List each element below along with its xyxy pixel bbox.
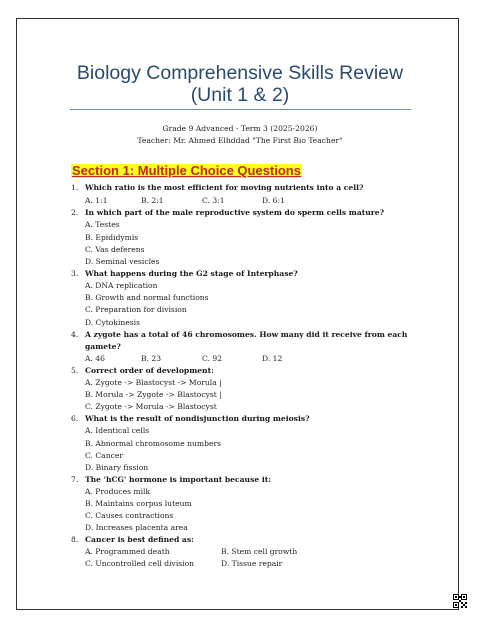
option: C. Vas deferens bbox=[85, 245, 145, 254]
teacher-line: Teacher: Mr. Ahmed Elhddad "The First Bio Teacher" bbox=[137, 136, 343, 145]
option: B. 2:1 bbox=[141, 196, 164, 205]
question-number: 1. bbox=[71, 183, 79, 192]
option: C. Zygote -> Morula -> Blastocyst bbox=[85, 402, 217, 411]
option: D. Tissue repair bbox=[221, 559, 283, 568]
option: A. 46 bbox=[85, 354, 105, 363]
option: B. Epididymis bbox=[85, 233, 139, 242]
option: C. 92 bbox=[202, 354, 223, 363]
page-border bbox=[16, 18, 459, 610]
option: D. Cytokinesis bbox=[85, 318, 141, 327]
option: B. Stem cell growth bbox=[221, 547, 298, 556]
question-number: 2. bbox=[71, 208, 79, 217]
option: C. Uncontrolled cell division bbox=[85, 559, 195, 568]
option: C. Preparation for division bbox=[85, 305, 187, 314]
question-text-continued: gamete? bbox=[85, 342, 121, 351]
option: B. Morula -> Zygote -> Blastocyst | bbox=[85, 390, 222, 399]
question-text: A zygote has a total of 46 chromosomes. How many did it receive from each bbox=[85, 330, 408, 339]
question-text: Correct order of development: bbox=[85, 366, 214, 375]
question-text: What is the result of nondisjunction during meiosis? bbox=[85, 414, 310, 423]
question-number: 5. bbox=[71, 366, 79, 375]
document-title: Biology Comprehensive Skills Review bbox=[76, 62, 404, 84]
option: A. Identical cells bbox=[85, 426, 150, 435]
question-number: 6. bbox=[71, 414, 79, 423]
title-divider bbox=[70, 109, 411, 110]
option: D. Seminal vesicles bbox=[85, 257, 160, 266]
option: C. Cancer bbox=[85, 451, 123, 460]
document-subtitle: (Unit 1 & 2) bbox=[190, 84, 290, 106]
option: B. 23 bbox=[141, 354, 162, 363]
question-number: 4. bbox=[71, 330, 79, 339]
option: A. Testes bbox=[85, 220, 120, 229]
option: A. DNA replication bbox=[85, 281, 158, 290]
grade-term-line: Grade 9 Advanced - Term 3 (2025-2026) bbox=[162, 124, 318, 133]
option: D. 12 bbox=[262, 354, 283, 363]
option: A. Zygote -> Blastocyst -> Morula | bbox=[85, 378, 222, 387]
qr-code-icon bbox=[453, 594, 467, 608]
question-text: What happens during the G2 stage of Interphase? bbox=[85, 269, 298, 278]
section-heading: Section 1: Multiple Choice Questions bbox=[72, 163, 301, 178]
option: C. 3:1 bbox=[202, 196, 225, 205]
question-text: The 'hCG' hormone is important because it: bbox=[85, 475, 272, 484]
option: B. Growth and normal functions bbox=[85, 293, 209, 302]
question-text: In which part of the male reproductive system do sperm cells mature? bbox=[85, 208, 385, 217]
question-text: Cancer is best defined as: bbox=[85, 535, 194, 544]
question-number: 8. bbox=[71, 535, 79, 544]
option: D. Increases placenta area bbox=[85, 523, 188, 532]
option: D. Binary fission bbox=[85, 463, 149, 472]
question-number: 3. bbox=[71, 269, 79, 278]
option: B. Maintains corpus luteum bbox=[85, 499, 192, 508]
option: D. 6:1 bbox=[262, 196, 285, 205]
option: A. Produces milk bbox=[85, 487, 151, 496]
question-number: 7. bbox=[71, 475, 79, 484]
option: A. 1:1 bbox=[85, 196, 108, 205]
question-text: Which ratio is the most efficient for moving nutrients into a cell? bbox=[85, 183, 364, 192]
option: A. Programmed death bbox=[85, 547, 170, 556]
option: C. Causes contractions bbox=[85, 511, 174, 520]
option: B. Abnormal chromosome numbers bbox=[85, 439, 221, 448]
